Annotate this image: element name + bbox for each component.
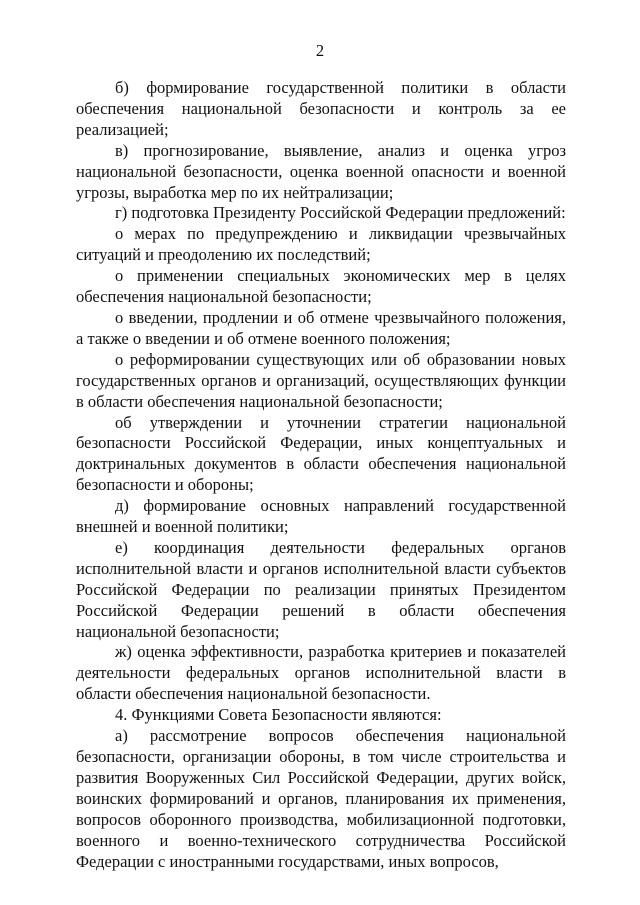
paragraph-subitem-emergency-state: о введении, продлении и об отмене чрезвычайного положения, а также о введении и об отмене военного положения; [76,307,566,348]
paragraph-item-a: а) рассмотрение вопросов обеспечения национальной безопасности, организации обороны, в том числе строительства и развития Вооруженных Сил Российской Федерации, других войск, воинских формирований и органов, планирования их применения, вопросов оборонного производства, мобилизационной подготовки, военного и военно-технического сотрудничества Российской Федерации с иностранными государствами, иных вопросов, [76,726,566,871]
paragraph-subitem-economic-measures: о применении специальных экономических мер в целях обеспечения национальной безопасности; [76,266,566,307]
paragraph-subitem-reform: о реформировании существующих или об образовании новых государственных органов и организаций, осуществляющих функции в области обеспечения национальной безопасности; [76,349,566,411]
document-body [76,78,566,872]
paragraph-subitem-emergency: о мерах по предупреждению и ликвидации чрезвычайных ситуаций и преодолению их последствий; [76,224,566,265]
paragraph-item-v: в) прогнозирование, выявление, анализ и оценка угроз национальной безопасности, оценка военной опасности и военной угрозы, выработка мер по их нейтрализации; [76,140,566,202]
page-number: 2 [315,41,325,60]
section-heading-functions: 4. Функциями Совета Безопасности являются: [115,705,442,725]
paragraph-item-e: е) координация деятельности федеральных органов исполнительной власти и органов исполнительной власти субъектов Российской Федерации по реализации принятых Президентом Российской Федерации решений в области обеспечения национальной безопасности; [76,537,566,641]
paragraph-item-zh: ж) оценка эффективности, разработка критериев и показателей деятельности федеральных органов исполнительной власти в области обеспечения национальной безопасности. [76,642,566,704]
paragraph-item-b: б) формирование государственной политики в области обеспечения национальной безопасности и контроль за ее реализацией; [76,78,566,139]
paragraph-subitem-strategy: об утверждении и уточнении стратегии национальной безопасности Российской Федерации, иных концептуальных и доктринальных документов в области обеспечения национальной безопасности и обороны; [76,412,566,495]
paragraph-item-g: г) подготовка Президенту Российской Федерации предложений: [115,203,566,223]
paragraph-item-d: д) формирование основных направлений государственной внешней и военной политики; [76,496,566,537]
